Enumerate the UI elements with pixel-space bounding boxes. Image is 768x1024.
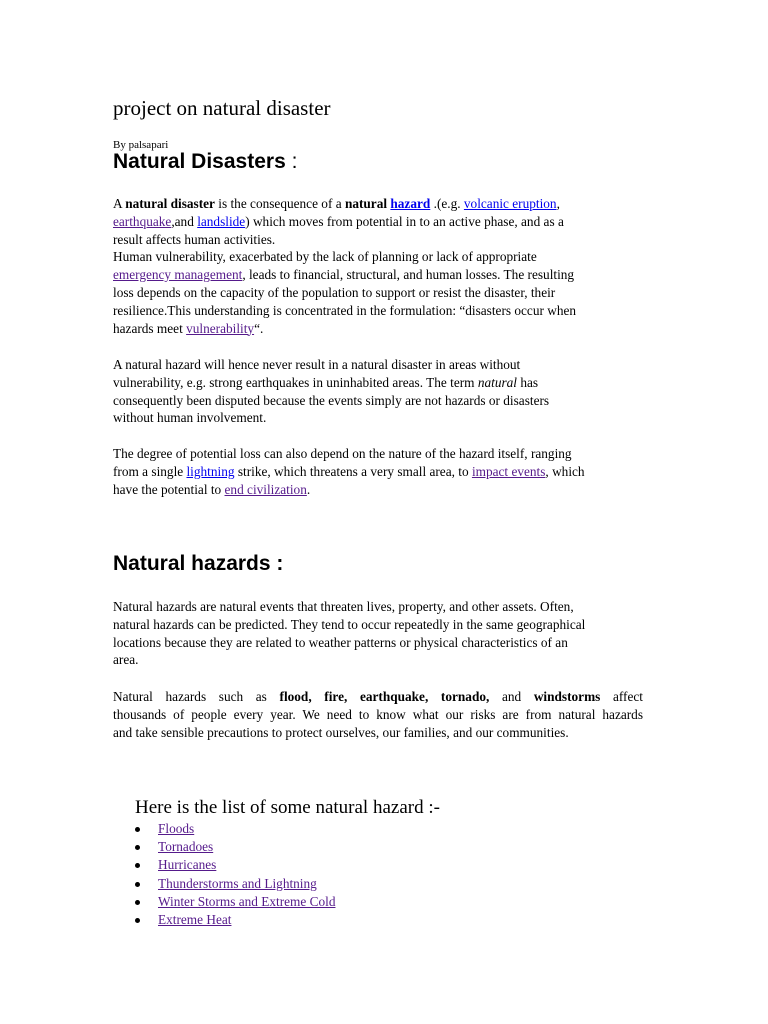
- link-floods[interactable]: Floods: [158, 821, 195, 836]
- text-line: thousands of people every year. We need to know what our risks are from natural hazards: [113, 706, 643, 722]
- list-item: [113, 856, 335, 874]
- list-item: [113, 820, 335, 838]
- text: ,and: [171, 213, 198, 229]
- text-line: locations because they are related to weather patterns or physical characteristics of an: [113, 634, 568, 650]
- link-lightning[interactable]: lightning: [186, 463, 235, 479]
- text: “.: [254, 320, 264, 336]
- text-line: Human vulnerability, exacerbated by the lack of planning or lack of appropriate: [113, 249, 537, 265]
- text: and: [489, 689, 534, 704]
- bold-term: natural: [344, 196, 388, 211]
- link-extreme-heat[interactable]: Extreme Heat: [158, 912, 232, 928]
- bullet-icon: [135, 845, 140, 850]
- link-emergency-management[interactable]: emergency management: [113, 267, 243, 283]
- text: have the potential to: [113, 481, 225, 497]
- hazard-list: [113, 820, 335, 929]
- link-landslide[interactable]: landslide: [197, 213, 246, 229]
- text-line: without human involvement.: [113, 410, 267, 426]
- text-line: [113, 481, 643, 499]
- paragraph-definition: [113, 195, 643, 337]
- paragraph-hazards-examples: [113, 688, 643, 741]
- italic-term: natural: [477, 374, 517, 390]
- text: ) which moves from potential in to an active phase, and as a: [245, 213, 564, 229]
- text-line: and take sensible precautions to protect ourselves, our families, and our communities.: [113, 724, 569, 740]
- list-item: [113, 838, 335, 856]
- list-item: [113, 911, 335, 929]
- bullet-icon: [135, 863, 140, 868]
- bullet-icon: [135, 882, 140, 887]
- text: ,: [556, 196, 560, 211]
- bullet-icon: [135, 827, 140, 832]
- heading-natural-disasters: [113, 150, 297, 174]
- heading-natural-hazards: Natural hazards :: [113, 552, 284, 575]
- text: Natural hazards such as: [113, 689, 280, 704]
- text: .(e.g.: [430, 196, 464, 211]
- list-item: [113, 875, 335, 893]
- text: affect: [600, 689, 643, 704]
- link-thunderstorms-lightning[interactable]: Thunderstorms and Lightning: [158, 875, 317, 891]
- link-tornadoes[interactable]: Tornadoes: [158, 839, 214, 855]
- text-line: [113, 688, 643, 706]
- paragraph-potential-loss: [113, 445, 643, 498]
- link-hazard[interactable]: hazard: [390, 196, 431, 211]
- text-line: [113, 374, 643, 392]
- bold-term: natural disaster: [125, 196, 215, 211]
- text-line: [113, 213, 643, 231]
- bullet-icon: [135, 918, 140, 923]
- link-winter-storms[interactable]: Winter Storms and Extreme Cold: [158, 893, 336, 909]
- text-line: A natural hazard will hence never result in a natural disaster in areas without: [113, 357, 521, 372]
- list-item: [113, 893, 335, 911]
- link-hurricanes[interactable]: Hurricanes: [158, 857, 217, 873]
- text-line: The degree of potential loss can also depend on the nature of the hazard itself, ranging: [113, 446, 572, 461]
- link-earthquake[interactable]: earthquake: [113, 213, 172, 229]
- text-line: [113, 320, 643, 338]
- text: .: [306, 481, 311, 497]
- text: A: [113, 196, 126, 211]
- bold-term: windstorms: [533, 689, 601, 704]
- link-vulnerability[interactable]: vulnerability: [186, 320, 255, 336]
- text-line: resilience.This understanding is concentrated in the formulation: “disasters occur when: [113, 302, 577, 318]
- text: from a single: [113, 463, 187, 479]
- text-line: natural hazards can be predicted. They tend to occur repeatedly in the same geographical: [113, 616, 586, 632]
- text-line: Natural hazards are natural events that threaten lives, property, and other assets. Often,: [113, 599, 574, 614]
- link-impact-events[interactable]: impact events: [471, 463, 546, 479]
- link-end-civilization[interactable]: end civilization: [224, 481, 307, 497]
- hazard-list-title: Here is the list of some natural hazard :-: [135, 797, 440, 818]
- bullet-icon: [135, 900, 140, 905]
- paragraph-natural-hazard-vulnerability: [113, 356, 643, 427]
- text: , which: [545, 463, 585, 479]
- text: strike, which threatens a very small area, to: [234, 463, 472, 479]
- text: is the consequence of a: [214, 196, 345, 211]
- text-line: [113, 195, 643, 213]
- text-line: [113, 266, 643, 284]
- text: vulnerability, e.g. strong earthquakes in uninhabited areas. The term: [113, 374, 478, 390]
- text-line: [113, 463, 643, 481]
- text-line: consequently been disputed because the events simply are not hazards or disasters: [113, 392, 550, 408]
- text: , leads to financial, structural, and human losses. The resulting: [242, 267, 575, 283]
- text-line: area.: [113, 652, 139, 668]
- text: has: [517, 374, 539, 390]
- heading-natural-disasters-text: Natural Disasters: [113, 150, 286, 173]
- link-volcanic-eruption[interactable]: volcanic eruption: [463, 196, 557, 211]
- text: hazards meet: [113, 320, 187, 336]
- heading-suffix: :: [285, 150, 298, 173]
- bold-term: flood, fire, earthquake, tornado,: [279, 689, 490, 704]
- text-line: loss depends on the capacity of the population to support or resist the disaster, their: [113, 284, 556, 300]
- paragraph-hazards-definition: [113, 598, 643, 669]
- byline: By palsapari: [113, 139, 169, 151]
- document-title: project on natural disaster: [113, 96, 331, 120]
- text-line: result affects human activities.: [113, 231, 276, 247]
